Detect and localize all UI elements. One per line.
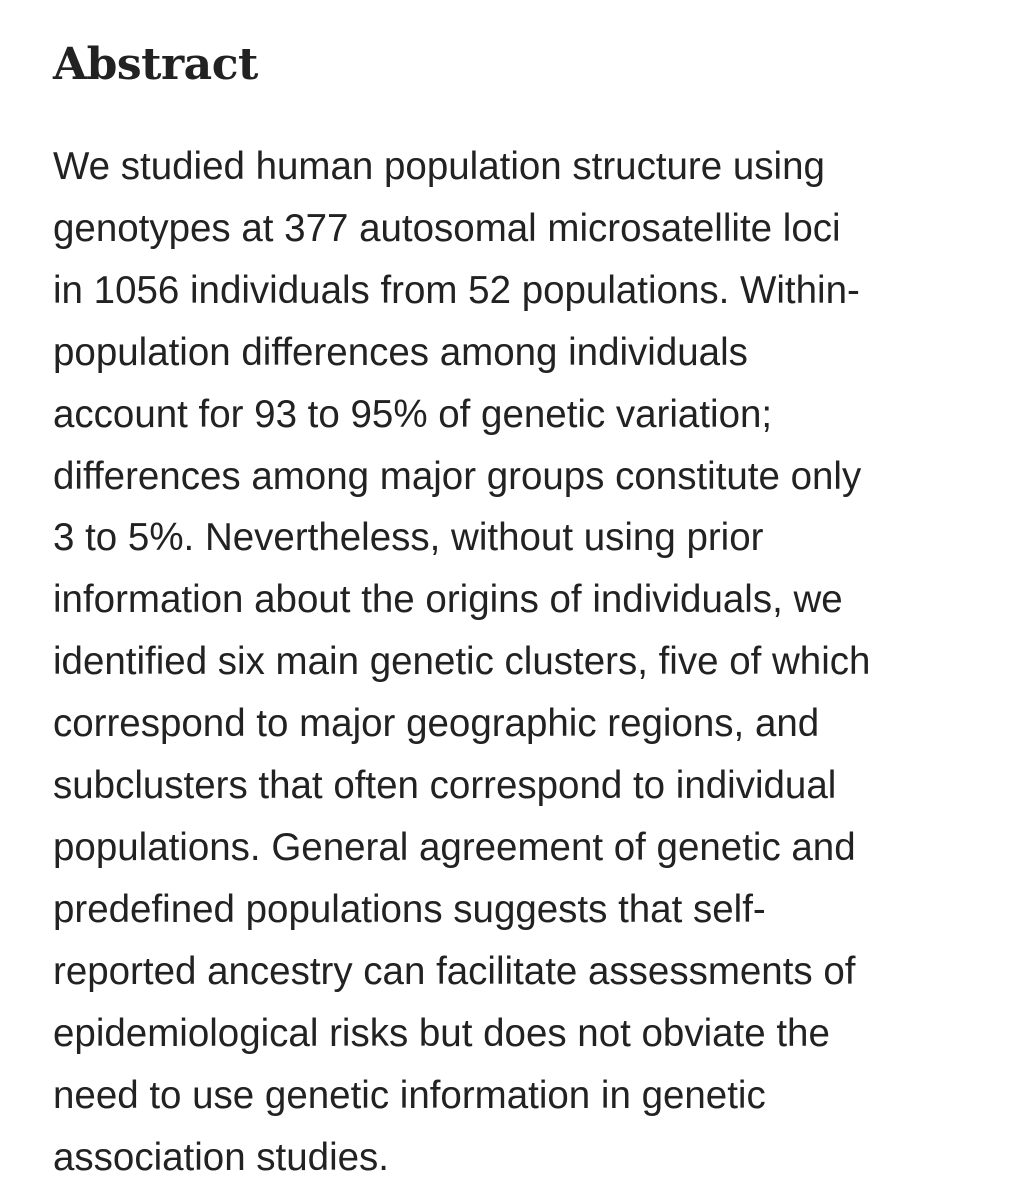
abstract-line: predefined populations suggests that self- (53, 887, 766, 931)
abstract-body (53, 136, 1003, 1188)
abstract-line: account for 93 to 95% of genetic variation; (53, 392, 773, 436)
abstract-line: identified six main genetic clusters, five of which (53, 640, 871, 684)
abstract-line: correspond to major geographic regions, and (53, 702, 820, 746)
abstract-section (53, 30, 1003, 1188)
abstract-line: We studied human population structure using (53, 145, 825, 188)
abstract-line: genotypes at 377 autosomal microsatellite loci (53, 206, 841, 250)
abstract-line: in 1056 individuals from 52 populations. Within- (53, 268, 860, 312)
abstract-line: population differences among individuals (53, 330, 748, 374)
abstract-line: 3 to 5%. Nevertheless, without using prior (53, 516, 764, 560)
abstract-line: association studies. (53, 1135, 389, 1179)
abstract-line: epidemiological risks but does not obviate the (53, 1011, 830, 1055)
abstract-line: information about the origins of individuals, we (53, 578, 843, 622)
abstract-line: subclusters that often correspond to individual (53, 764, 837, 808)
abstract-heading: Abstract (53, 39, 258, 90)
abstract-line: differences among major groups constitute only (53, 454, 862, 498)
abstract-line: need to use genetic information in genetic (53, 1073, 766, 1117)
abstract-line: populations. General agreement of genetic and (53, 825, 856, 869)
abstract-line: reported ancestry can facilitate assessments of (53, 949, 856, 993)
